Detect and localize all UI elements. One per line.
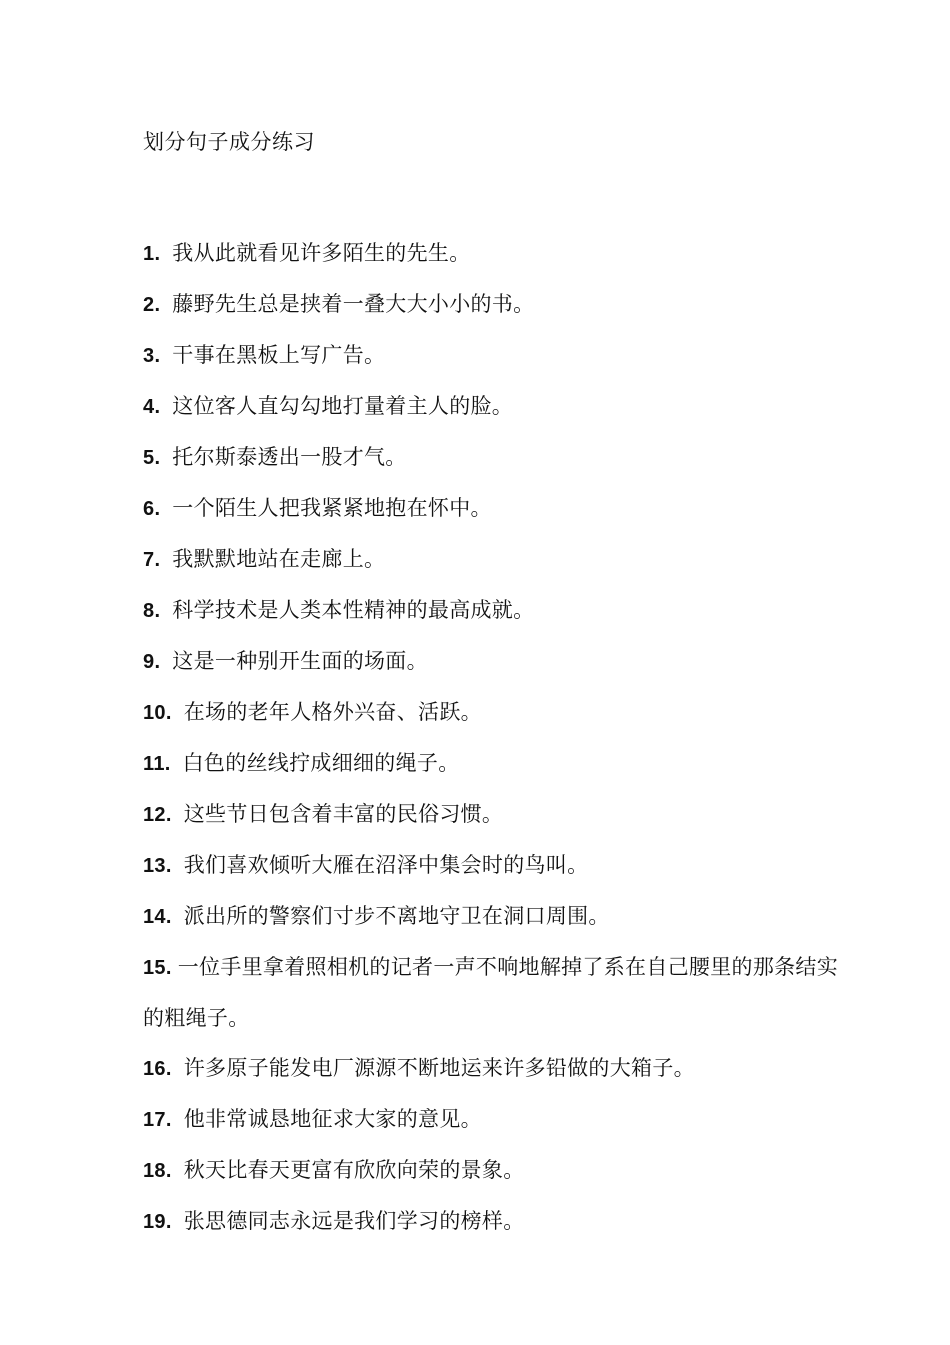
list-item: 19. 张思德同志永远是我们学习的榜样。 xyxy=(143,1209,525,1233)
item-text: 科学技术是人类本性精神的最高成就。 xyxy=(172,598,535,622)
document-title: 划分句子成分练习 xyxy=(143,130,315,154)
item-text: 这位客人直勾勾地打量着主人的脸。 xyxy=(172,394,514,418)
list-item: 12. 这些节日包含着丰富的民俗习惯。 xyxy=(143,802,504,826)
item-number: 12 xyxy=(143,804,166,826)
item-number: 16 xyxy=(143,1058,166,1080)
item-number: 2 xyxy=(143,294,155,316)
list-item: 5. 托尔斯泰透出一股才气。 xyxy=(143,445,407,469)
list-item: 17. 他非常诚恳地征求大家的意见。 xyxy=(143,1107,482,1131)
list-item: 16. 许多原子能发电厂源源不断地运来许多铅做的大箱子。 xyxy=(143,1056,695,1080)
list-item: 6. 一个陌生人把我紧紧地抱在怀中。 xyxy=(143,496,492,520)
list-item: 8. 科学技术是人类本性精神的最高成就。 xyxy=(143,598,535,622)
item-number: 13 xyxy=(143,855,166,877)
item-number: 15 xyxy=(143,957,166,979)
list-item: 10. 在场的老年人格外兴奋、活跃。 xyxy=(143,700,482,724)
item-text: 白色的丝线拧成细细的绳子。 xyxy=(182,751,460,775)
item-text: 托尔斯泰透出一股才气。 xyxy=(172,445,407,469)
item-number: 17 xyxy=(143,1109,166,1131)
item-text: 我默默地站在走廊上。 xyxy=(172,547,386,571)
item-number: 8 xyxy=(143,600,155,622)
list-item: 15. 一位手里拿着照相机的记者一声不响地解掉了系在自己腰里的那条结实的粗绳子。 xyxy=(143,955,839,1030)
item-text: 干事在黑板上写广告。 xyxy=(172,343,386,367)
item-text: 他非常诚恳地征求大家的意见。 xyxy=(183,1107,482,1131)
item-number: 18 xyxy=(143,1160,166,1182)
item-number: 10 xyxy=(143,702,166,724)
list-item: 2. 藤野先生总是挟着一叠大大小小的书。 xyxy=(143,292,535,316)
item-text: 在场的老年人格外兴奋、活跃。 xyxy=(183,700,482,724)
list-item: 18. 秋天比春天更富有欣欣向荣的景象。 xyxy=(143,1158,525,1182)
item-text: 一个陌生人把我紧紧地抱在怀中。 xyxy=(172,496,492,520)
list-item: 9. 这是一种别开生面的场面。 xyxy=(143,649,428,673)
item-text: 张思德同志永远是我们学习的榜样。 xyxy=(183,1209,525,1233)
list-item: 14. 派出所的警察们寸步不离地守卫在洞口周围。 xyxy=(143,904,610,928)
item-number: 3 xyxy=(143,345,155,367)
item-text: 藤野先生总是挟着一叠大大小小的书。 xyxy=(172,292,535,316)
item-text: 这是一种别开生面的场面。 xyxy=(172,649,428,673)
list-item: 11. 白色的丝线拧成细细的绳子。 xyxy=(143,751,460,775)
item-text: 我从此就看见许多陌生的先生。 xyxy=(172,241,471,265)
item-text: 派出所的警察们寸步不离地守卫在洞口周围。 xyxy=(183,904,610,928)
item-text: 一位手里拿着照相机的记者一声不响地解掉了系在自己腰里的那条结实的粗绳子。 xyxy=(143,955,839,1030)
list-item: 13. 我们喜欢倾听大雁在沼泽中集会时的鸟叫。 xyxy=(143,853,589,877)
item-number: 11 xyxy=(143,753,165,775)
item-number: 9 xyxy=(143,651,155,673)
exercise-list xyxy=(143,228,838,1247)
item-number: 1 xyxy=(143,243,155,265)
list-item: 4. 这位客人直勾勾地打量着主人的脸。 xyxy=(143,394,514,418)
item-number: 5 xyxy=(143,447,155,469)
list-item: 7. 我默默地站在走廊上。 xyxy=(143,547,386,571)
item-number: 4 xyxy=(143,396,155,418)
item-number: 14 xyxy=(143,906,166,928)
list-item: 3. 干事在黑板上写广告。 xyxy=(143,343,386,367)
item-number: 6 xyxy=(143,498,155,520)
item-text: 这些节日包含着丰富的民俗习惯。 xyxy=(183,802,504,826)
item-text: 我们喜欢倾听大雁在沼泽中集会时的鸟叫。 xyxy=(183,853,589,877)
item-number: 19 xyxy=(143,1211,166,1233)
item-text: 秋天比春天更富有欣欣向荣的景象。 xyxy=(183,1158,525,1182)
list-item: 1. 我从此就看见许多陌生的先生。 xyxy=(143,241,471,265)
item-number: 7 xyxy=(143,549,155,571)
item-text: 许多原子能发电厂源源不断地运来许多铅做的大箱子。 xyxy=(183,1056,695,1080)
